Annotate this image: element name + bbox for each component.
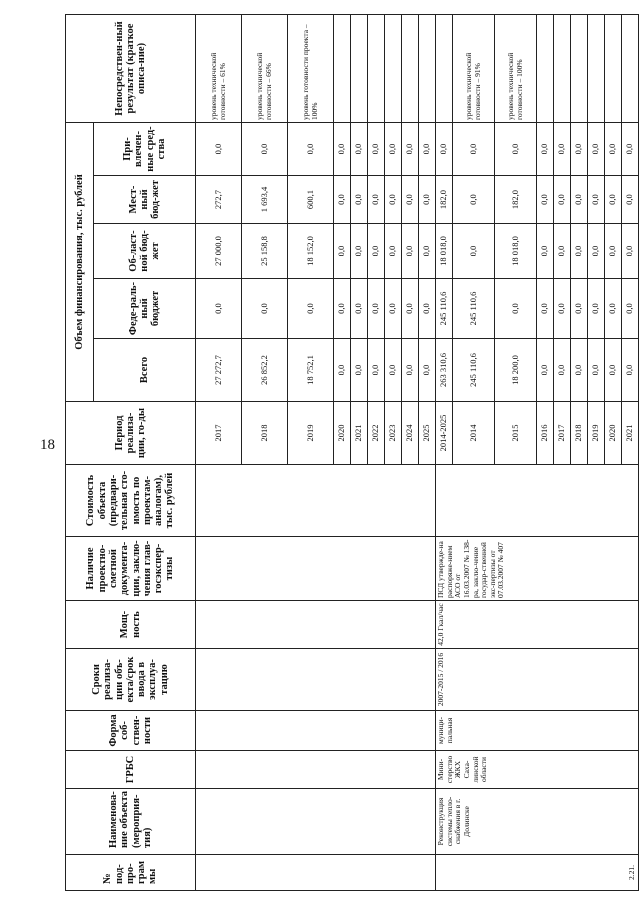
result-cell (605, 15, 622, 123)
federal-cell: 0,0 (402, 279, 419, 339)
period-cell: 2022 (368, 402, 385, 465)
total-cell: 18 200,0 (495, 339, 537, 402)
total-cell: 0,0 (385, 339, 402, 402)
period-cell: 2023 (385, 402, 402, 465)
local-cell: 600,1 (288, 176, 334, 224)
header-period: Период реализа-ции, го-ды (66, 402, 196, 465)
total-cell: 0,0 (605, 339, 622, 402)
attracted-cell: 0,0 (537, 123, 554, 176)
local-cell: 272,7 (196, 176, 242, 224)
local-cell: 0,0 (385, 176, 402, 224)
regional-cell: 0,0 (334, 224, 351, 279)
block1-capacity-cell (196, 601, 436, 649)
header-num: № под-про-грам мы (66, 855, 196, 891)
period-cell: 2015 (495, 402, 537, 465)
local-cell: 1 693,4 (242, 176, 288, 224)
period-cell: 2025 (419, 402, 436, 465)
period-cell: 2021 (351, 402, 368, 465)
federal-cell: 0,0 (571, 279, 588, 339)
table-body (196, 15, 639, 891)
attracted-cell: 0,0 (495, 123, 537, 176)
federal-cell: 0,0 (419, 279, 436, 339)
attracted-cell: 0,0 (554, 123, 571, 176)
total-cell: 27 272,7 (196, 339, 242, 402)
period-cell: 2019 (588, 402, 605, 465)
total-cell: 0,0 (334, 339, 351, 402)
object-name: Реконструкция системы тепло-снабжения в г. Долинске (436, 789, 639, 855)
attracted-cell: 0,0 (368, 123, 385, 176)
regional-cell: 27 000,0 (196, 224, 242, 279)
local-cell: 0,0 (419, 176, 436, 224)
header-regional: Об-ласт-ной бюд-жет (94, 224, 196, 279)
total-cell: 0,0 (622, 339, 639, 402)
block1-docs-cell (196, 537, 436, 601)
result-cell (368, 15, 385, 123)
attracted-cell: 0,0 (436, 123, 453, 176)
regional-cell: 0,0 (537, 224, 554, 279)
local-cell: 0,0 (537, 176, 554, 224)
result-cell (436, 15, 453, 123)
local-cell: 0,0 (571, 176, 588, 224)
object-capacity: 42,0 Гкал/час (436, 601, 639, 649)
attracted-cell: 0,0 (196, 123, 242, 176)
local-cell: 182,0 (436, 176, 453, 224)
result-cell (588, 15, 605, 123)
block1-cost-cell (196, 465, 436, 537)
local-cell: 0,0 (453, 176, 495, 224)
object-terms: 2007-2015 / 2016 (436, 649, 639, 711)
local-cell: 182,0 (495, 176, 537, 224)
regional-cell: 0,0 (385, 224, 402, 279)
block1-num-cell (196, 855, 436, 891)
regional-cell: 0,0 (571, 224, 588, 279)
object-docs: ПСД утвержде-на распоряже-нием АСО от 16.03.2007 № 138-ра, заклю-чение государ-ственной экс-пертизы от 07.03.2007 № 407 (436, 537, 639, 601)
regional-cell: 0,0 (351, 224, 368, 279)
attracted-cell: 0,0 (242, 123, 288, 176)
result-cell (622, 15, 639, 123)
period-cell: 2014-2025 (436, 402, 453, 465)
federal-cell: 0,0 (605, 279, 622, 339)
federal-cell: 0,0 (368, 279, 385, 339)
local-cell: 0,0 (588, 176, 605, 224)
attracted-cell: 0,0 (588, 123, 605, 176)
header-ownership: Форма соб-ствен-ности (66, 711, 196, 751)
period-cell: 2018 (571, 402, 588, 465)
period-cell: 2020 (605, 402, 622, 465)
table-row (196, 15, 242, 891)
object-cost (436, 465, 639, 537)
federal-cell: 0,0 (554, 279, 571, 339)
header-local: Мест-ный бюд-жет (94, 176, 196, 224)
attracted-cell: 0,0 (288, 123, 334, 176)
regional-cell: 0,0 (453, 224, 495, 279)
total-cell: 0,0 (588, 339, 605, 402)
regional-cell: 0,0 (605, 224, 622, 279)
regional-cell: 18 152,0 (288, 224, 334, 279)
attracted-cell: 0,0 (334, 123, 351, 176)
federal-cell: 0,0 (242, 279, 288, 339)
regional-cell: 0,0 (622, 224, 639, 279)
header-cost: Стоимость объекта (предвари-тельная сто-имость по проектам-аналогам), тыс. рублей (66, 465, 196, 537)
header-grbs: ГРБС (66, 751, 196, 789)
result-cell (334, 15, 351, 123)
attracted-cell: 0,0 (622, 123, 639, 176)
result-cell: уровень технической готовности – 91% (453, 15, 495, 123)
federal-cell: 0,0 (622, 279, 639, 339)
local-cell: 0,0 (622, 176, 639, 224)
attracted-cell: 0,0 (605, 123, 622, 176)
regional-cell: 0,0 (588, 224, 605, 279)
period-cell: 2017 (196, 402, 242, 465)
attracted-cell: 0,0 (385, 123, 402, 176)
result-cell (402, 15, 419, 123)
object-number: 2.21. (436, 855, 639, 891)
period-cell: 2021 (622, 402, 639, 465)
header-capacity: Мощ-ность (66, 601, 196, 649)
total-cell: 245 110,6 (453, 339, 495, 402)
regional-cell: 0,0 (419, 224, 436, 279)
total-cell: 0,0 (351, 339, 368, 402)
result-cell: уровень готовности проекта – 100% (288, 15, 334, 123)
result-cell: уровень технической готовности – 61% (196, 15, 242, 123)
local-cell: 0,0 (554, 176, 571, 224)
total-cell: 0,0 (537, 339, 554, 402)
total-cell: 0,0 (571, 339, 588, 402)
object-grbs: Мини-стерство ЖКХ Саха-линской области (436, 751, 639, 789)
block1-terms-cell (196, 649, 436, 711)
local-cell: 0,0 (605, 176, 622, 224)
federal-cell: 0,0 (537, 279, 554, 339)
total-cell: 0,0 (554, 339, 571, 402)
federal-cell: 0,0 (334, 279, 351, 339)
total-cell: 0,0 (402, 339, 419, 402)
period-cell: 2018 (242, 402, 288, 465)
regional-cell: 18 018,0 (495, 224, 537, 279)
period-cell: 2017 (554, 402, 571, 465)
total-cell: 26 852,2 (242, 339, 288, 402)
federal-cell: 0,0 (196, 279, 242, 339)
attracted-cell: 0,0 (402, 123, 419, 176)
federal-cell: 0,0 (588, 279, 605, 339)
federal-cell: 0,0 (351, 279, 368, 339)
header-total: Всего (94, 339, 196, 402)
table-row (436, 15, 453, 891)
attracted-cell: 0,0 (351, 123, 368, 176)
attracted-cell: 0,0 (419, 123, 436, 176)
regional-cell: 0,0 (368, 224, 385, 279)
header-federal: Феде-раль-ный бюджет (94, 279, 196, 339)
regional-cell: 18 018,0 (436, 224, 453, 279)
local-cell: 0,0 (368, 176, 385, 224)
result-cell: уровень технической готовности – 66% (242, 15, 288, 123)
header-financing: Объем финансирования, тыс. рублей (66, 123, 94, 402)
regional-cell: 25 158,8 (242, 224, 288, 279)
period-cell: 2016 (537, 402, 554, 465)
period-cell: 2024 (402, 402, 419, 465)
header-docs: Наличие проектно-сметной документа-ции, заклю-чения глав-госэкспер-тизы (66, 537, 196, 601)
federal-cell: 0,0 (495, 279, 537, 339)
federal-cell: 0,0 (385, 279, 402, 339)
period-cell: 2019 (288, 402, 334, 465)
result-cell (554, 15, 571, 123)
result-cell: уровень технической готовности – 100% (495, 15, 537, 123)
local-cell: 0,0 (334, 176, 351, 224)
regional-cell: 0,0 (402, 224, 419, 279)
result-cell (537, 15, 554, 123)
header-attracted: При-влечен-ные сред-ства (94, 123, 196, 176)
total-cell: 263 310,6 (436, 339, 453, 402)
block1-grbs-cell (196, 751, 436, 789)
attracted-cell: 0,0 (571, 123, 588, 176)
federal-cell: 245 110,6 (453, 279, 495, 339)
attracted-cell: 0,0 (453, 123, 495, 176)
result-cell (351, 15, 368, 123)
page-number: 18 (40, 437, 55, 453)
block1-ownership-cell (196, 711, 436, 751)
header-result: Непосредствен-ный результат (краткое описа-ние) (66, 15, 196, 123)
header-terms: Сроки реализа-ции объ-екта/срок ввода в эксплуа-тацию (66, 649, 196, 711)
object-ownership: муници-пальная (436, 711, 639, 751)
total-cell: 0,0 (368, 339, 385, 402)
local-cell: 0,0 (351, 176, 368, 224)
federal-cell: 0,0 (288, 279, 334, 339)
total-cell: 18 752,1 (288, 339, 334, 402)
rotated-table-area (65, 15, 637, 891)
financing-table (65, 14, 639, 891)
block1-name-cell (196, 789, 436, 855)
regional-cell: 0,0 (554, 224, 571, 279)
total-cell: 0,0 (419, 339, 436, 402)
federal-cell: 245 110,6 (436, 279, 453, 339)
period-cell: 2020 (334, 402, 351, 465)
result-cell (571, 15, 588, 123)
rotated-table-container (65, 15, 637, 891)
period-cell: 2014 (453, 402, 495, 465)
header-name: Наименова-ние объекта (мероприя-тия) (66, 789, 196, 855)
result-cell (385, 15, 402, 123)
local-cell: 0,0 (402, 176, 419, 224)
result-cell (419, 15, 436, 123)
